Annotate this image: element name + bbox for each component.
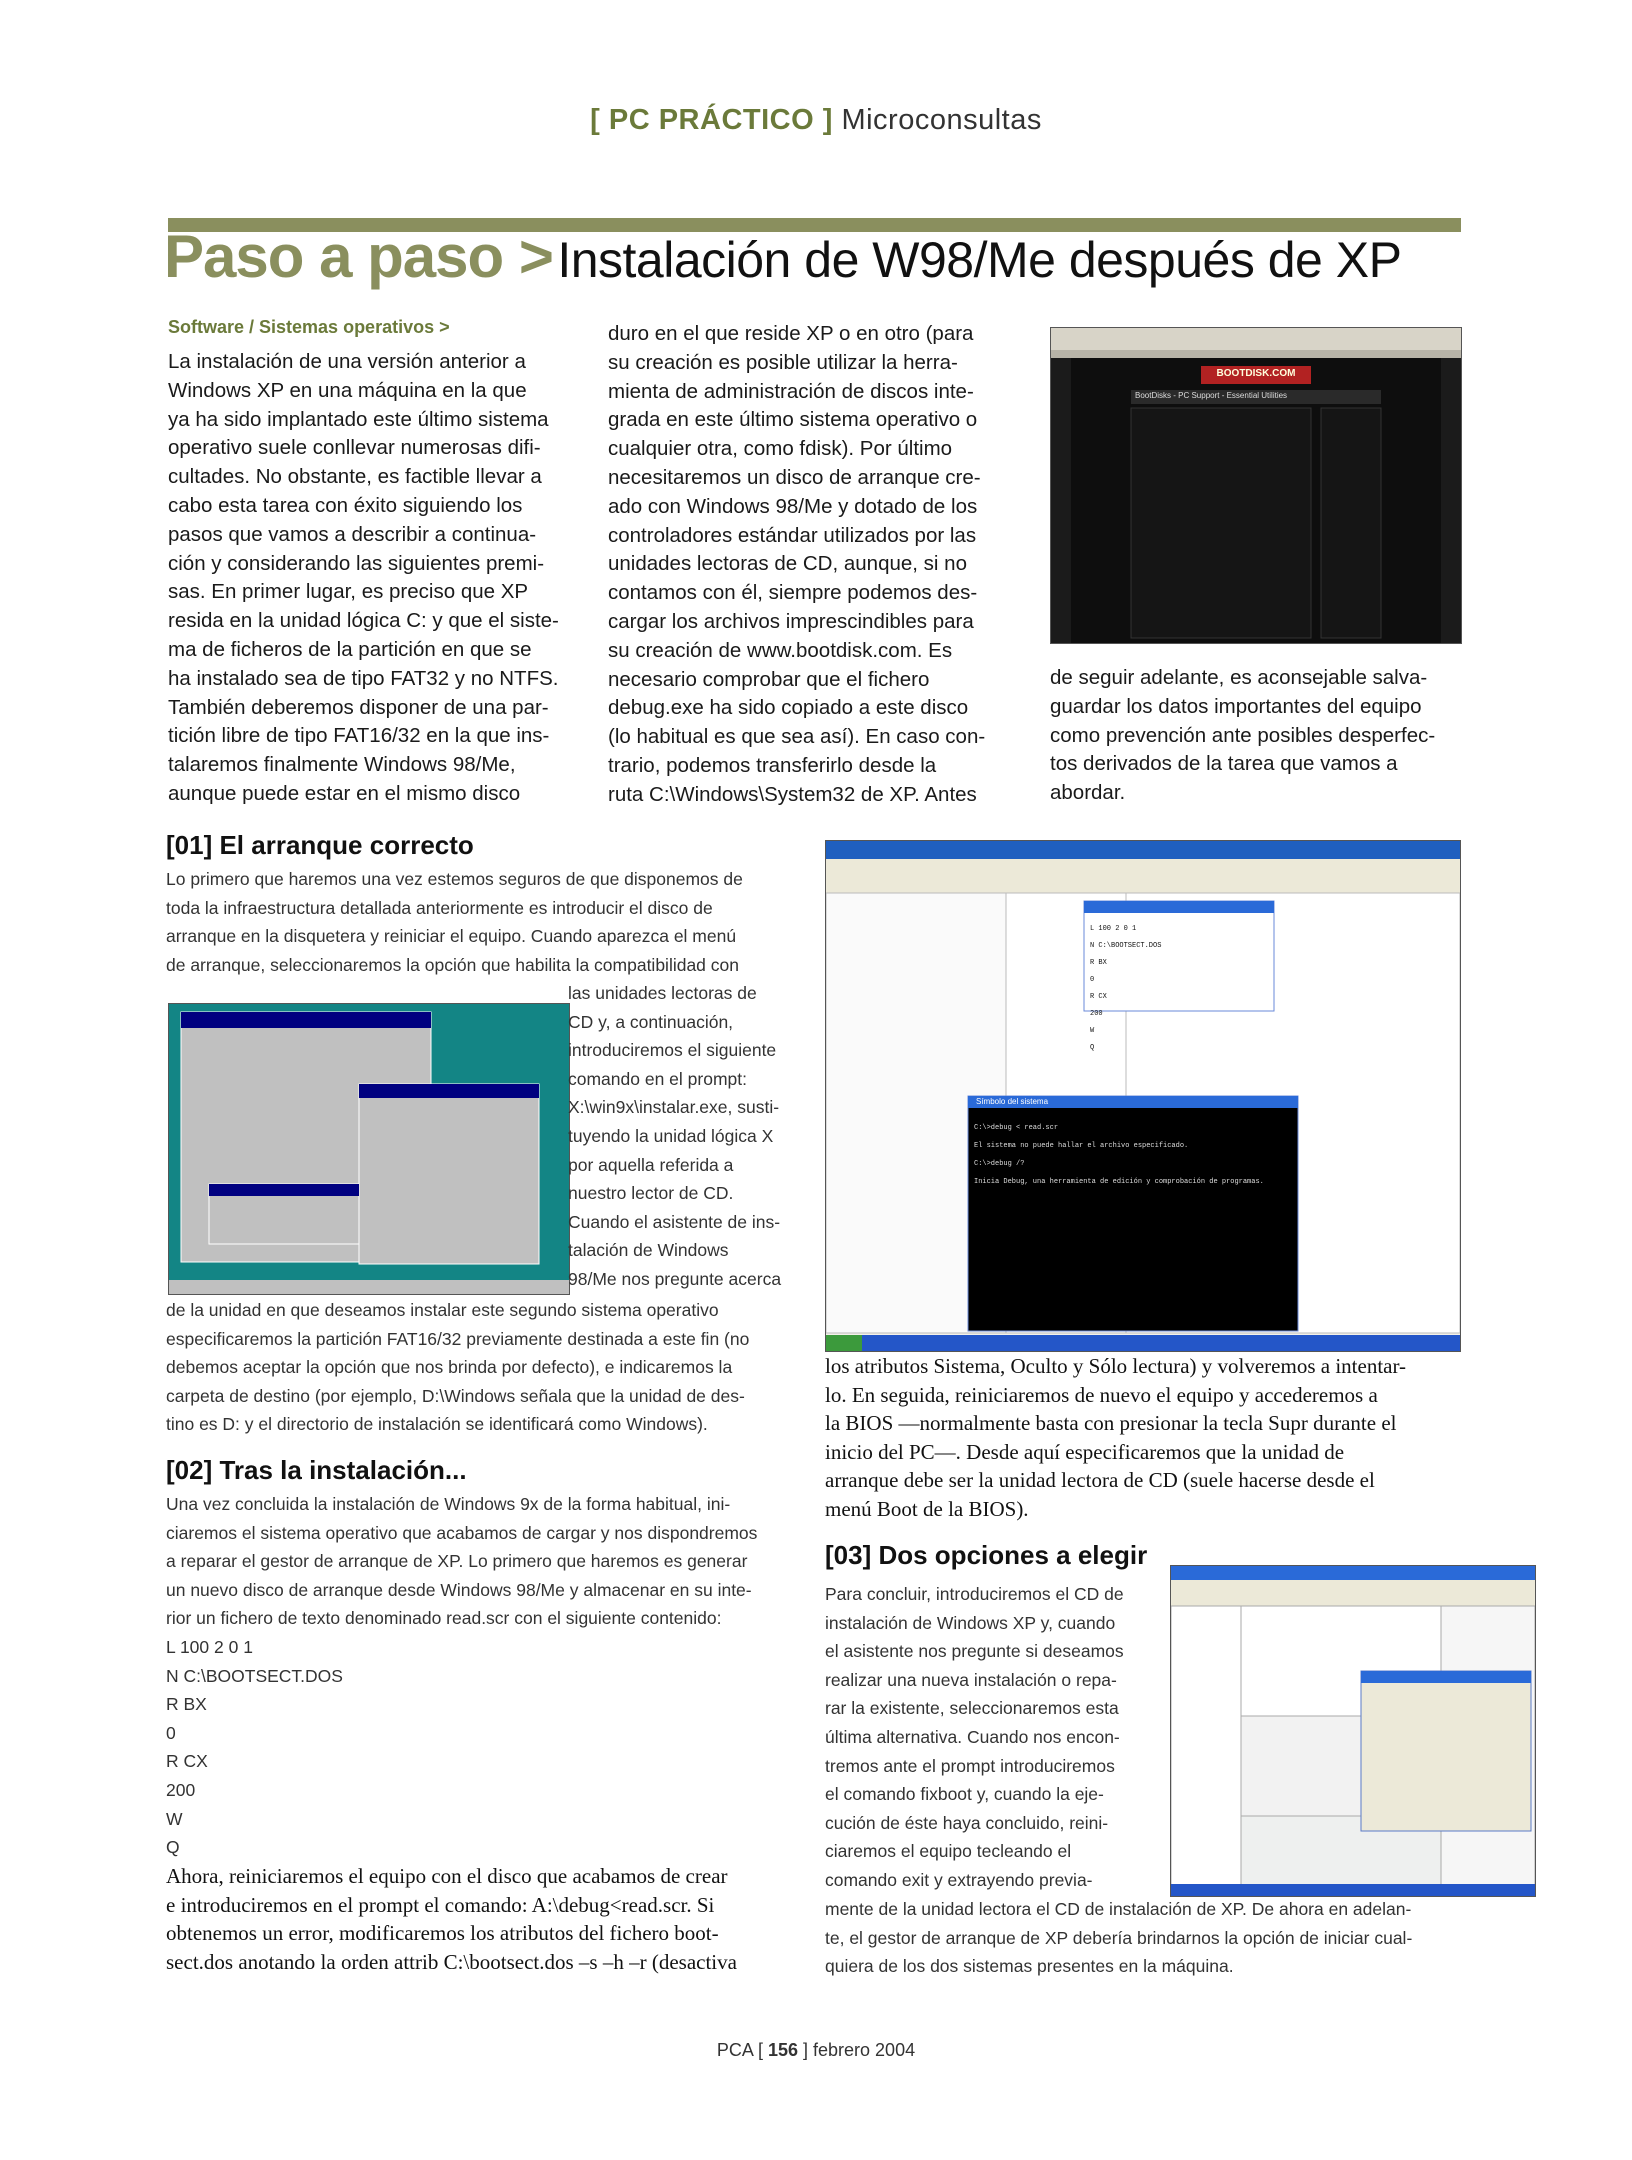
section3-lines-narrow	[825, 1580, 1165, 1895]
section1-line: carpeta de destino (por ejemplo, D:\Windows señala que la unidad de des-	[166, 1385, 745, 1406]
intro-line: operativo suele conllevar numerosas difi-	[168, 436, 541, 460]
notepad-lines	[1090, 917, 1270, 1060]
section2-line: ciaremos el sistema operativo que acabamos de cargar y nos dispondremos	[166, 1522, 758, 1543]
console-line: C:\>debug < read.scr	[974, 1124, 1059, 1132]
code-line: N C:\BOOTSECT.DOS	[166, 1665, 343, 1686]
section1-line: comando en el prompt:	[568, 1068, 747, 1089]
section1-line: toda la infraestructura detallada anteriormente es introducir el disco de	[166, 897, 713, 918]
section1-line: las unidades lectoras de	[568, 983, 757, 1003]
section2-line: rior un fichero de texto denominado read.scr con el siguiente contenido:	[166, 1608, 722, 1629]
page-footer: PCA [ 156 ] febrero 2004	[716, 2040, 916, 2060]
code-line: 200	[166, 1779, 196, 1800]
section-sub: Microconsultas	[841, 104, 1042, 136]
notepad-line: R CX	[1090, 993, 1107, 1001]
section3-line: cución de éste haya concluido, reini-	[825, 1812, 1109, 1833]
intro-line: tos derivados de la tarea que vamos a	[1050, 752, 1398, 776]
intro-line: ruta C:\Windows\System32 de XP. Antes	[608, 782, 977, 806]
section2-serif-right	[825, 1352, 1465, 1524]
section3-line: el comando fixboot y, cuando la eje-	[825, 1784, 1104, 1805]
intro-line: (lo habitual es que sea así). En caso con-	[608, 725, 986, 749]
section1-line: talación de Windows	[568, 1240, 729, 1261]
section2-serif-line: obtenemos un error, modificaremos los atributos del fichero boot-	[166, 1921, 719, 1946]
intro-line: cabo esta tarea con éxito siguiendo los	[168, 493, 523, 517]
section1-line: de la unidad en que deseamos instalar este segundo sistema operativo	[166, 1300, 719, 1320]
console-line: Inicia Debug, una herramienta de edición y comprobación de programas.	[974, 1178, 1264, 1186]
section3-line: ciaremos el equipo tecleando el	[825, 1841, 1072, 1862]
section1-lines-full	[166, 865, 786, 979]
intro-line: ado con Windows 98/Me y dotado de los	[608, 494, 978, 518]
section3-line: mente de la unidad lectora el CD de instalación de XP. De ahora en adelan-	[825, 1899, 1412, 1919]
section1-line: arranque en la disquetera y reiniciar el equipo. Cuando aparezca el menú	[166, 926, 737, 947]
section3-line: instalación de Windows XP y, cuando	[825, 1612, 1116, 1633]
intro-line: cualquier otra, como fdisk). Por último	[608, 437, 953, 461]
section3-heading: [03] Dos opciones a elegir	[825, 1540, 1148, 1570]
footer-date: febrero 2004	[813, 2040, 916, 2060]
section3-line: tremos ante el prompt introduciremos	[825, 1755, 1115, 1776]
intro-line: necesitaremos un disco de arranque cre-	[608, 465, 981, 489]
section1-line: Cuando el asistente de ins-	[568, 1211, 781, 1232]
screenshot-xp	[825, 840, 1461, 1352]
section1-line: Lo primero que haremos una vez estemos seguros de que disponemos de	[166, 869, 743, 889]
intro-line: de seguir adelante, es aconsejable salva-	[1050, 666, 1428, 689]
intro-line: ción y considerando las siguientes premi-	[168, 551, 545, 575]
notepad-line: L 100 2 0 1	[1090, 925, 1137, 933]
intro-line: abordar.	[1050, 781, 1126, 805]
intro-line: duro en el que reside XP o en otro (para	[608, 322, 974, 345]
code-line: L 100 2 0 1	[166, 1637, 253, 1657]
section2-serif	[166, 1862, 806, 1976]
section2-code	[166, 1633, 466, 1862]
section2-lines	[166, 1490, 786, 1633]
code-line: R BX	[166, 1694, 207, 1715]
footer-mag: PCA	[716, 2040, 753, 2060]
intro-line: resida en la unidad lógica C: y que el siste-	[168, 609, 559, 633]
bootdisk-heading: BootDisks - PC Support - Essential Utilities	[1135, 391, 1288, 400]
intro-line: tición libre de tipo FAT16/32 en la que ins-	[168, 724, 550, 748]
section-tag	[0, 104, 1632, 137]
intro-line: talaremos finalmente Windows 98/Me,	[168, 753, 516, 777]
section3-line: te, el gestor de arranque de XP debería brindarnos la opción de iniciar cual-	[825, 1927, 1413, 1948]
intro-line: su creación es posible utilizar la herra-	[608, 350, 958, 374]
section1-heading: [01] El arranque correcto	[166, 830, 474, 860]
section1-line: debemos aceptar la opción que nos brinda por defecto), e indicaremos la	[166, 1357, 733, 1378]
code-line: 0	[166, 1722, 176, 1743]
intro-line: mienta de administración de discos inte-	[608, 379, 974, 403]
section-bracket: [ PC PRÁCTICO ]	[590, 104, 833, 136]
console-lines	[974, 1116, 1294, 1195]
title-main: Paso a paso >	[164, 223, 553, 290]
notepad-line: R BX	[1090, 959, 1107, 967]
section1-line: de arranque, seleccionaremos la opción que habilita la compatibilidad con	[166, 954, 739, 975]
intro-line: contamos con él, siempre podemos des-	[608, 581, 978, 605]
section2-serif-line: inicio del PC—. Desde aquí especificaremos que la unidad de	[825, 1439, 1345, 1464]
win98-illustration	[169, 1004, 569, 1294]
intro-line: guardar los datos importantes del equipo	[1050, 694, 1422, 718]
section2-serif-line: e introduciremos en el prompt el comando: A:\debug<read.scr. Si	[166, 1892, 715, 1917]
code-line: R CX	[166, 1751, 208, 1772]
screenshot-bootdisk	[1050, 327, 1462, 644]
intro-line: cargar los archivos imprescindibles para	[608, 609, 974, 633]
intro-line: sas. En primer lugar, es preciso que XP	[168, 580, 529, 604]
intro-line: grada en este último sistema operativo o	[608, 408, 978, 432]
intro-line: su creación de www.bootdisk.com. Es	[608, 638, 953, 662]
section2-serif-line: menú Boot de la BIOS).	[825, 1496, 1029, 1521]
section2-line: a reparar el gestor de arranque de XP. Lo primero que haremos es generar	[166, 1551, 748, 1572]
section3-lines-full	[825, 1895, 1465, 1981]
intro-line: debug.exe ha sido copiado a este disco	[608, 696, 969, 720]
intro-line: pasos que vamos a describir a continua-	[168, 522, 537, 546]
code-line: Q	[166, 1837, 180, 1858]
intro-line: Windows XP en una máquina en la que	[168, 378, 527, 402]
section2-serif-line: arranque debe ser la unidad lectora de CD (suele hacerse desde el	[825, 1468, 1375, 1493]
intro-line: aunque puede estar en el mismo disco	[168, 781, 521, 805]
intro-col3	[1050, 664, 1460, 808]
title-sub: Instalación de W98/Me después de XP	[557, 232, 1402, 288]
screenshot-xp-repair	[1170, 1565, 1536, 1897]
section1-line: CD y, a continuación,	[568, 1011, 734, 1032]
notepad-line: N C:\BOOTSECT.DOS	[1090, 942, 1162, 950]
intro-line: cultades. No obstante, es factible llevar a	[168, 465, 542, 489]
section1-lines-after	[166, 1296, 786, 1439]
intro-line: unidades lectoras de CD, aunque, si no	[608, 552, 967, 576]
section3-line: quiera de los dos sistemas presentes en la máquina.	[825, 1956, 1234, 1977]
section2-serif-line: Ahora, reiniciaremos el equipo con el disco que acabamos de crear	[166, 1864, 728, 1888]
intro-line: necesario comprobar que el fichero	[608, 667, 930, 691]
section3-line: Para concluir, introduciremos el CD de	[825, 1584, 1124, 1604]
intro-line: La instalación de una versión anterior a	[168, 350, 526, 373]
section1-line: por aquella referida a	[568, 1154, 734, 1175]
section2-serif-line: sect.dos anotando la orden attrib C:\bootsect.dos –s –h –r (desactiva	[166, 1949, 737, 1974]
console-title: Símbolo del sistema	[976, 1097, 1049, 1106]
console-line: El sistema no puede hallar el archivo especificado.	[974, 1142, 1189, 1150]
notepad-line: 200	[1090, 1010, 1103, 1018]
intro-col2	[608, 320, 1020, 810]
section1-line: X:\win9x\instalar.exe, susti-	[568, 1097, 780, 1118]
section3-line: el asistente nos pregunte si deseamos	[825, 1641, 1124, 1662]
intro-line: ha instalado sea de tipo FAT32 y no NTFS.	[168, 666, 559, 690]
notepad-line: 0	[1090, 976, 1095, 984]
console-line: C:\>debug /?	[974, 1160, 1025, 1168]
notepad-line: Q	[1090, 1044, 1095, 1052]
notepad-line: W	[1090, 1027, 1095, 1035]
code-line: W	[166, 1808, 183, 1829]
section2-heading: [02] Tras la instalación...	[166, 1455, 467, 1485]
section1-line: nuestro lector de CD.	[568, 1183, 734, 1204]
xp-repair-illustration	[1171, 1566, 1535, 1896]
intro-line: También deberemos disponer de una par-	[168, 695, 549, 719]
section1-line: especificaremos la partición FAT16/32 previamente destinada a este fin (no	[166, 1328, 750, 1349]
kicker: Software / Sistemas operativos >	[168, 317, 450, 337]
section2-serif-line: los atributos Sistema, Oculto y Sólo lectura) y volveremos a intentar-	[825, 1354, 1407, 1378]
section1-line: introduciremos el siguiente	[568, 1040, 777, 1061]
section3-line: comando exit y extrayendo previa-	[825, 1869, 1093, 1890]
section1-line: 98/Me nos pregunte acerca	[568, 1268, 782, 1289]
intro-col1	[168, 348, 576, 809]
section2-line: Una vez concluida la instalación de Windows 9x de la forma habitual, ini-	[166, 1494, 731, 1514]
section1-line: tuyendo la unidad lógica X	[568, 1125, 774, 1146]
intro-line: trario, podemos transferirlo desde la	[608, 753, 937, 777]
section3-line: rar la existente, seleccionaremos esta	[825, 1698, 1119, 1719]
intro-line: ya ha sido implantado este último sistema	[168, 407, 549, 431]
page-title	[164, 222, 1401, 291]
section1-lines-narrow	[568, 979, 800, 1294]
section2-serif-line: lo. En seguida, reiniciaremos de nuevo el equipo y accederemos a	[825, 1382, 1378, 1407]
section3-line: realizar una nueva instalación o repa-	[825, 1669, 1117, 1690]
section1-line: tino es D: y el directorio de instalación se identificará como Windows).	[166, 1414, 708, 1435]
section2-serif-line: la BIOS —normalmente basta con presionar la tecla Supr durante el	[825, 1411, 1397, 1436]
screenshot-win98	[168, 1003, 570, 1295]
intro-line: como prevención ante posibles desperfec-	[1050, 723, 1436, 747]
section3-line: última alternativa. Cuando nos encon-	[825, 1726, 1120, 1747]
bootdisk-logo: BOOTDISK.COM	[1216, 368, 1296, 379]
section2-line: un nuevo disco de arranque desde Windows 98/Me y almacenar en su inte-	[166, 1579, 752, 1600]
footer-page: 156	[767, 2040, 798, 2060]
intro-line: ma de ficheros de la partición en que se	[168, 637, 532, 661]
intro-line: controladores estándar utilizados por las	[608, 523, 977, 547]
